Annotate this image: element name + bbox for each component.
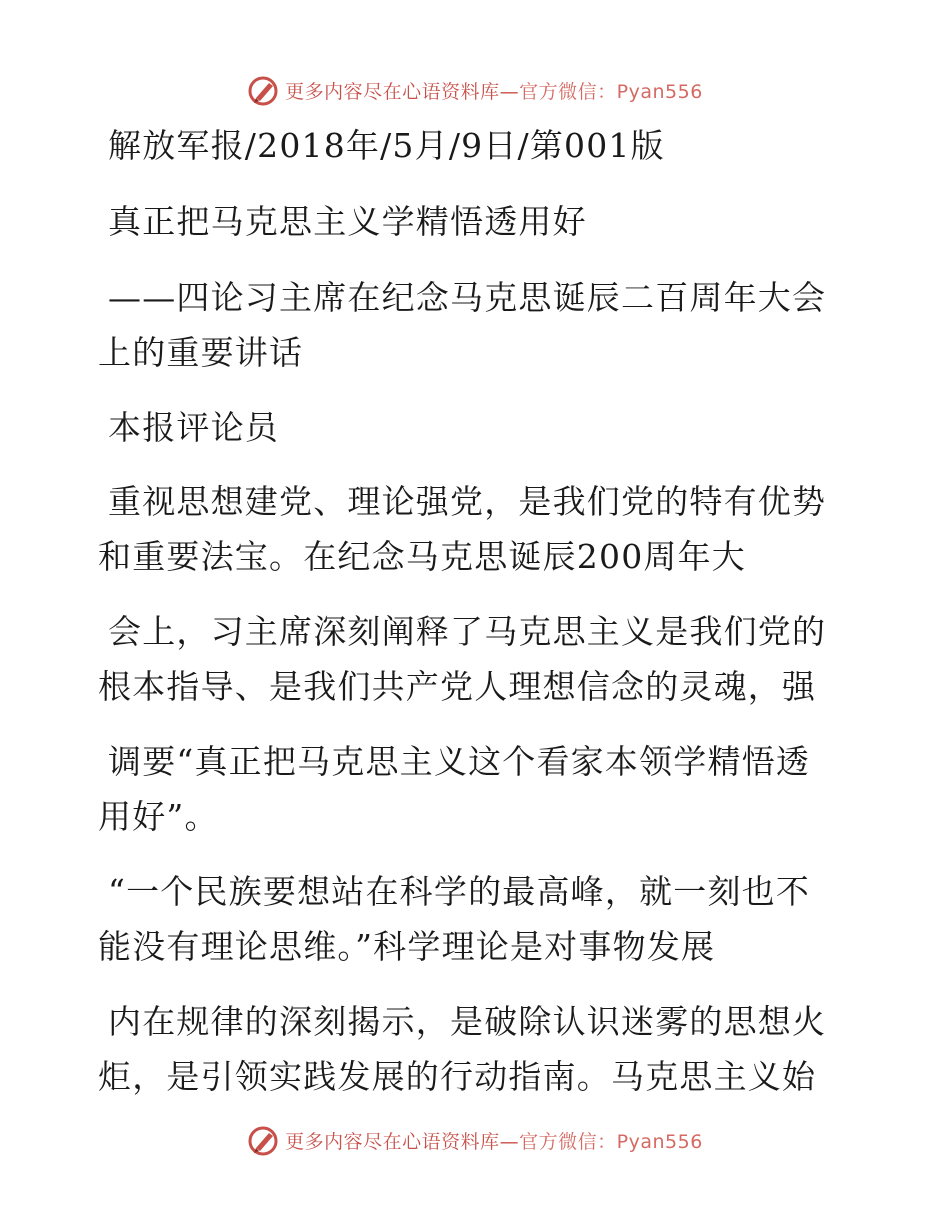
pen-logo-icon (247, 1124, 279, 1156)
paragraph-line: 用好”。 (98, 797, 219, 836)
paragraph-line: 和重要法宝。在纪念马克思诞辰200周年大 (98, 537, 746, 576)
watermark-text: 更多内容尽在心语资料库—官方微信：Pyan556 (285, 1130, 703, 1153)
paragraph-line: “一个民族要想站在科学的最高峰，就一刻也不 (108, 872, 811, 911)
paragraph-line: 重视思想建党、理论强党，是我们党的特有优势 (108, 482, 827, 521)
paragraph-line: 炬，是引领实践发展的行动指南。马克思主义始 (98, 1057, 817, 1096)
paragraph-line: 内在规律的深刻揭示，是破除认识迷雾的思想火 (108, 1002, 827, 1041)
paragraph-line: 根本指导、是我们共产党人理想信念的灵魂，强 (98, 667, 817, 706)
watermark-banner-bottom (0, 1120, 950, 1160)
article-author: 本报评论员 (108, 408, 279, 447)
watermark-text: 更多内容尽在心语资料库—官方微信：Pyan556 (285, 80, 703, 103)
article-source-line: 解放军报/2018年/5月/9日/第001版 (108, 126, 665, 165)
paragraph-line: 会上，习主席深刻阐释了马克思主义是我们党的 (108, 612, 827, 651)
paragraph-line: 能没有理论思维。”科学理论是对事物发展 (98, 927, 716, 966)
watermark-banner-top (0, 70, 950, 110)
pen-logo-icon (247, 74, 279, 106)
article-subtitle-line-1: ——四论习主席在纪念马克思诞辰二百周年大会 (108, 278, 827, 317)
paragraph-line: 调要“真正把马克思主义这个看家本领学精悟透 (108, 742, 811, 781)
article-subtitle-line-2: 上的重要讲话 (98, 333, 304, 372)
article-title: 真正把马克思主义学精悟透用好 (108, 202, 587, 241)
